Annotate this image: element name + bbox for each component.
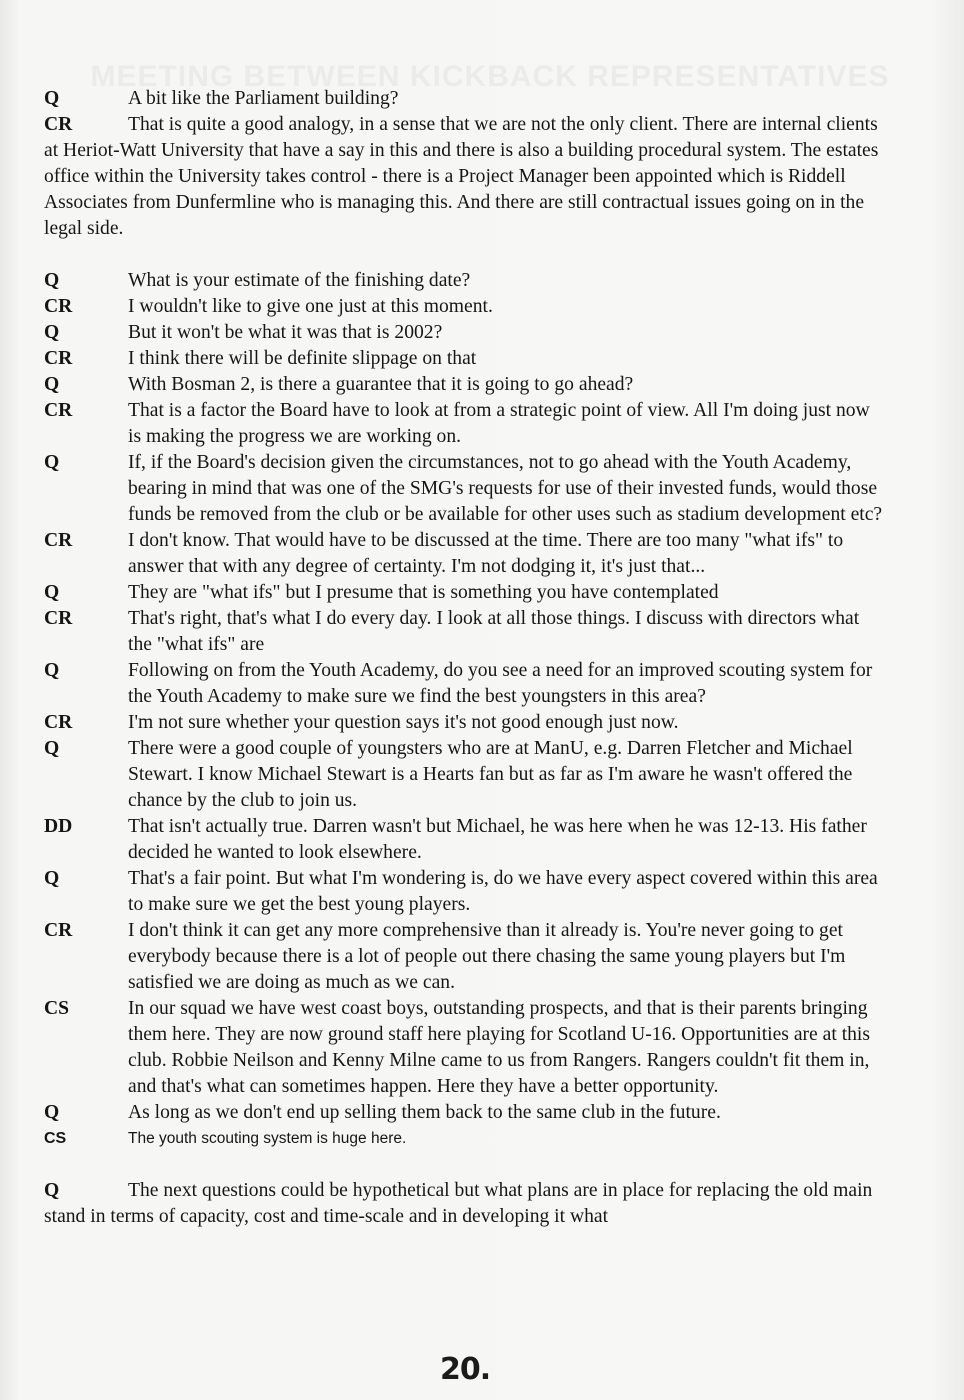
- speaker-label: CR: [44, 712, 73, 733]
- transcript-entry: [44, 346, 886, 372]
- entry-text: If, if the Board's decision given the circumstances, not to go ahead with the Youth Academy, bearing in mind that was one of the SMG's requests for use of their invested funds, would those funds be removed from the club or be available for other uses such as stadium development etc?: [128, 452, 883, 525]
- entry-text: I think there will be definite slippage on that: [128, 348, 477, 369]
- transcript-entry: [44, 528, 886, 580]
- entry-text: They are "what ifs" but I presume that is something you have contemplated: [128, 582, 719, 603]
- entry-text: What is your estimate of the finishing date?: [128, 270, 471, 291]
- entry-text: I don't know. That would have to be discussed at the time. There are too many "what ifs" to answer that with any degree of certainty. I'm not dodging it, it's just that...: [128, 530, 844, 577]
- entry-text: With Bosman 2, is there a guarantee that it is going to go ahead?: [128, 374, 634, 395]
- transcript-entry: [44, 866, 886, 918]
- transcript-entry: [44, 1126, 886, 1152]
- speaker-label: CR: [44, 608, 73, 629]
- transcript-entry: [44, 996, 886, 1100]
- transcript-entry: [44, 658, 886, 710]
- transcript-entry: [44, 814, 886, 866]
- transcript-entry: [44, 320, 886, 346]
- speaker-label: Q: [44, 322, 60, 343]
- speaker-label: Q: [44, 1102, 60, 1123]
- entry-text: In our squad we have west coast boys, outstanding prospects, and that is their parents bringing them here. They are now ground staff here playing for Scotland U-16. Opportunities are at this club. Robbie Neilson and Kenny Milne came to us from Rangers. Rangers couldn't fit them in, and that's what can sometimes happen. Here they have a better opportunity.: [128, 998, 870, 1097]
- transcript-entry: [44, 606, 886, 658]
- entry-text: I wouldn't like to give one just at this moment.: [128, 296, 493, 317]
- speaker-label: Q: [44, 1180, 60, 1201]
- transcript-entry: [44, 710, 886, 736]
- entry-text: There were a good couple of youngsters who are at ManU, e.g. Darren Fletcher and Michael Stewart. I know Michael Stewart is a Hearts fan but as far as I'm aware he wasn't offered the chance by the club to join us.: [128, 738, 853, 811]
- transcript-entry: [44, 450, 886, 528]
- speaker-label: CR: [44, 296, 73, 317]
- transcript-entry: [44, 294, 886, 320]
- entry-text: But it won't be what it was that is 2002?: [128, 322, 443, 343]
- speaker-label: CR: [44, 400, 73, 421]
- speaker-label: Q: [44, 582, 60, 603]
- transcript-entry: [44, 736, 886, 814]
- speaker-label: Q: [44, 660, 60, 681]
- entry-text: A bit like the Parliament building?: [128, 88, 399, 109]
- transcript-entry: [44, 268, 886, 294]
- entry-text: The next questions could be hypothetical but what plans are in place for replacing the old main stand in terms of capacity, cost and time-scale and in developing it what: [44, 1180, 873, 1227]
- transcript-entry: [44, 398, 886, 450]
- speaker-label: CR: [44, 530, 73, 551]
- transcript-entry: [44, 1178, 886, 1230]
- page-number: 20.: [440, 1352, 491, 1387]
- speaker-label: DD: [44, 816, 73, 837]
- transcript-entry: [44, 580, 886, 606]
- speaker-label: Q: [44, 738, 60, 759]
- speaker-label: CS: [44, 1130, 67, 1147]
- entry-text: That isn't actually true. Darren wasn't but Michael, he was here when he was 12-13. His father decided he wanted to look elsewhere.: [128, 816, 867, 863]
- entry-text: The youth scouting system is huge here.: [128, 1130, 407, 1147]
- entry-text: That is a factor the Board have to look at from a strategic point of view. All I'm doing just now is making the progress we are working on.: [128, 400, 870, 447]
- speaker-label: Q: [44, 88, 60, 109]
- entry-text: As long as we don't end up selling them back to the same club in the future.: [128, 1102, 721, 1123]
- speaker-label: Q: [44, 374, 60, 395]
- speaker-label: Q: [44, 452, 60, 473]
- entry-text: That's a fair point. But what I'm wondering is, do we have every aspect covered within this area to make sure we get the best young players.: [128, 868, 878, 915]
- speaker-label: CR: [44, 920, 73, 941]
- transcript-entry: [44, 1100, 886, 1126]
- speaker-label: CS: [44, 998, 70, 1019]
- bleed-through-heading: MEETING BETWEEN KICKBACK REPRESENTATIVES: [90, 60, 890, 93]
- transcript-entry: [44, 86, 886, 112]
- speaker-label: CR: [44, 348, 73, 369]
- speaker-label: Q: [44, 270, 60, 291]
- speaker-label: CR: [44, 114, 73, 135]
- transcript: [44, 86, 886, 1230]
- speaker-label: Q: [44, 868, 60, 889]
- entry-text: That is quite a good analogy, in a sense that we are not the only client. There are internal clients at Heriot-Watt University that have a say in this and there is also a building procedural system. The estates office within the University takes control - there is a Project Manager been appointed which is Riddell Associates from Dunfermline who is managing this. And there are still contractual issues going on in the legal side.: [44, 114, 879, 239]
- entry-text: That's right, that's what I do every day. I look at all those things. I discuss with directors what the "what ifs" are: [128, 608, 860, 655]
- transcript-entry: [44, 372, 886, 398]
- transcript-entry: [44, 918, 886, 996]
- transcript-entry: [44, 112, 886, 242]
- entry-text: I don't think it can get any more comprehensive than it already is. You're never going to get everybody because there is a lot of people out there chasing the same young players but I'm satisfied we are doing as much as we can.: [128, 920, 846, 993]
- entry-text: I'm not sure whether your question says it's not good enough just now.: [128, 712, 679, 733]
- entry-text: Following on from the Youth Academy, do you see a need for an improved scouting system for the Youth Academy to make sure we find the best youngsters in this area?: [128, 660, 873, 707]
